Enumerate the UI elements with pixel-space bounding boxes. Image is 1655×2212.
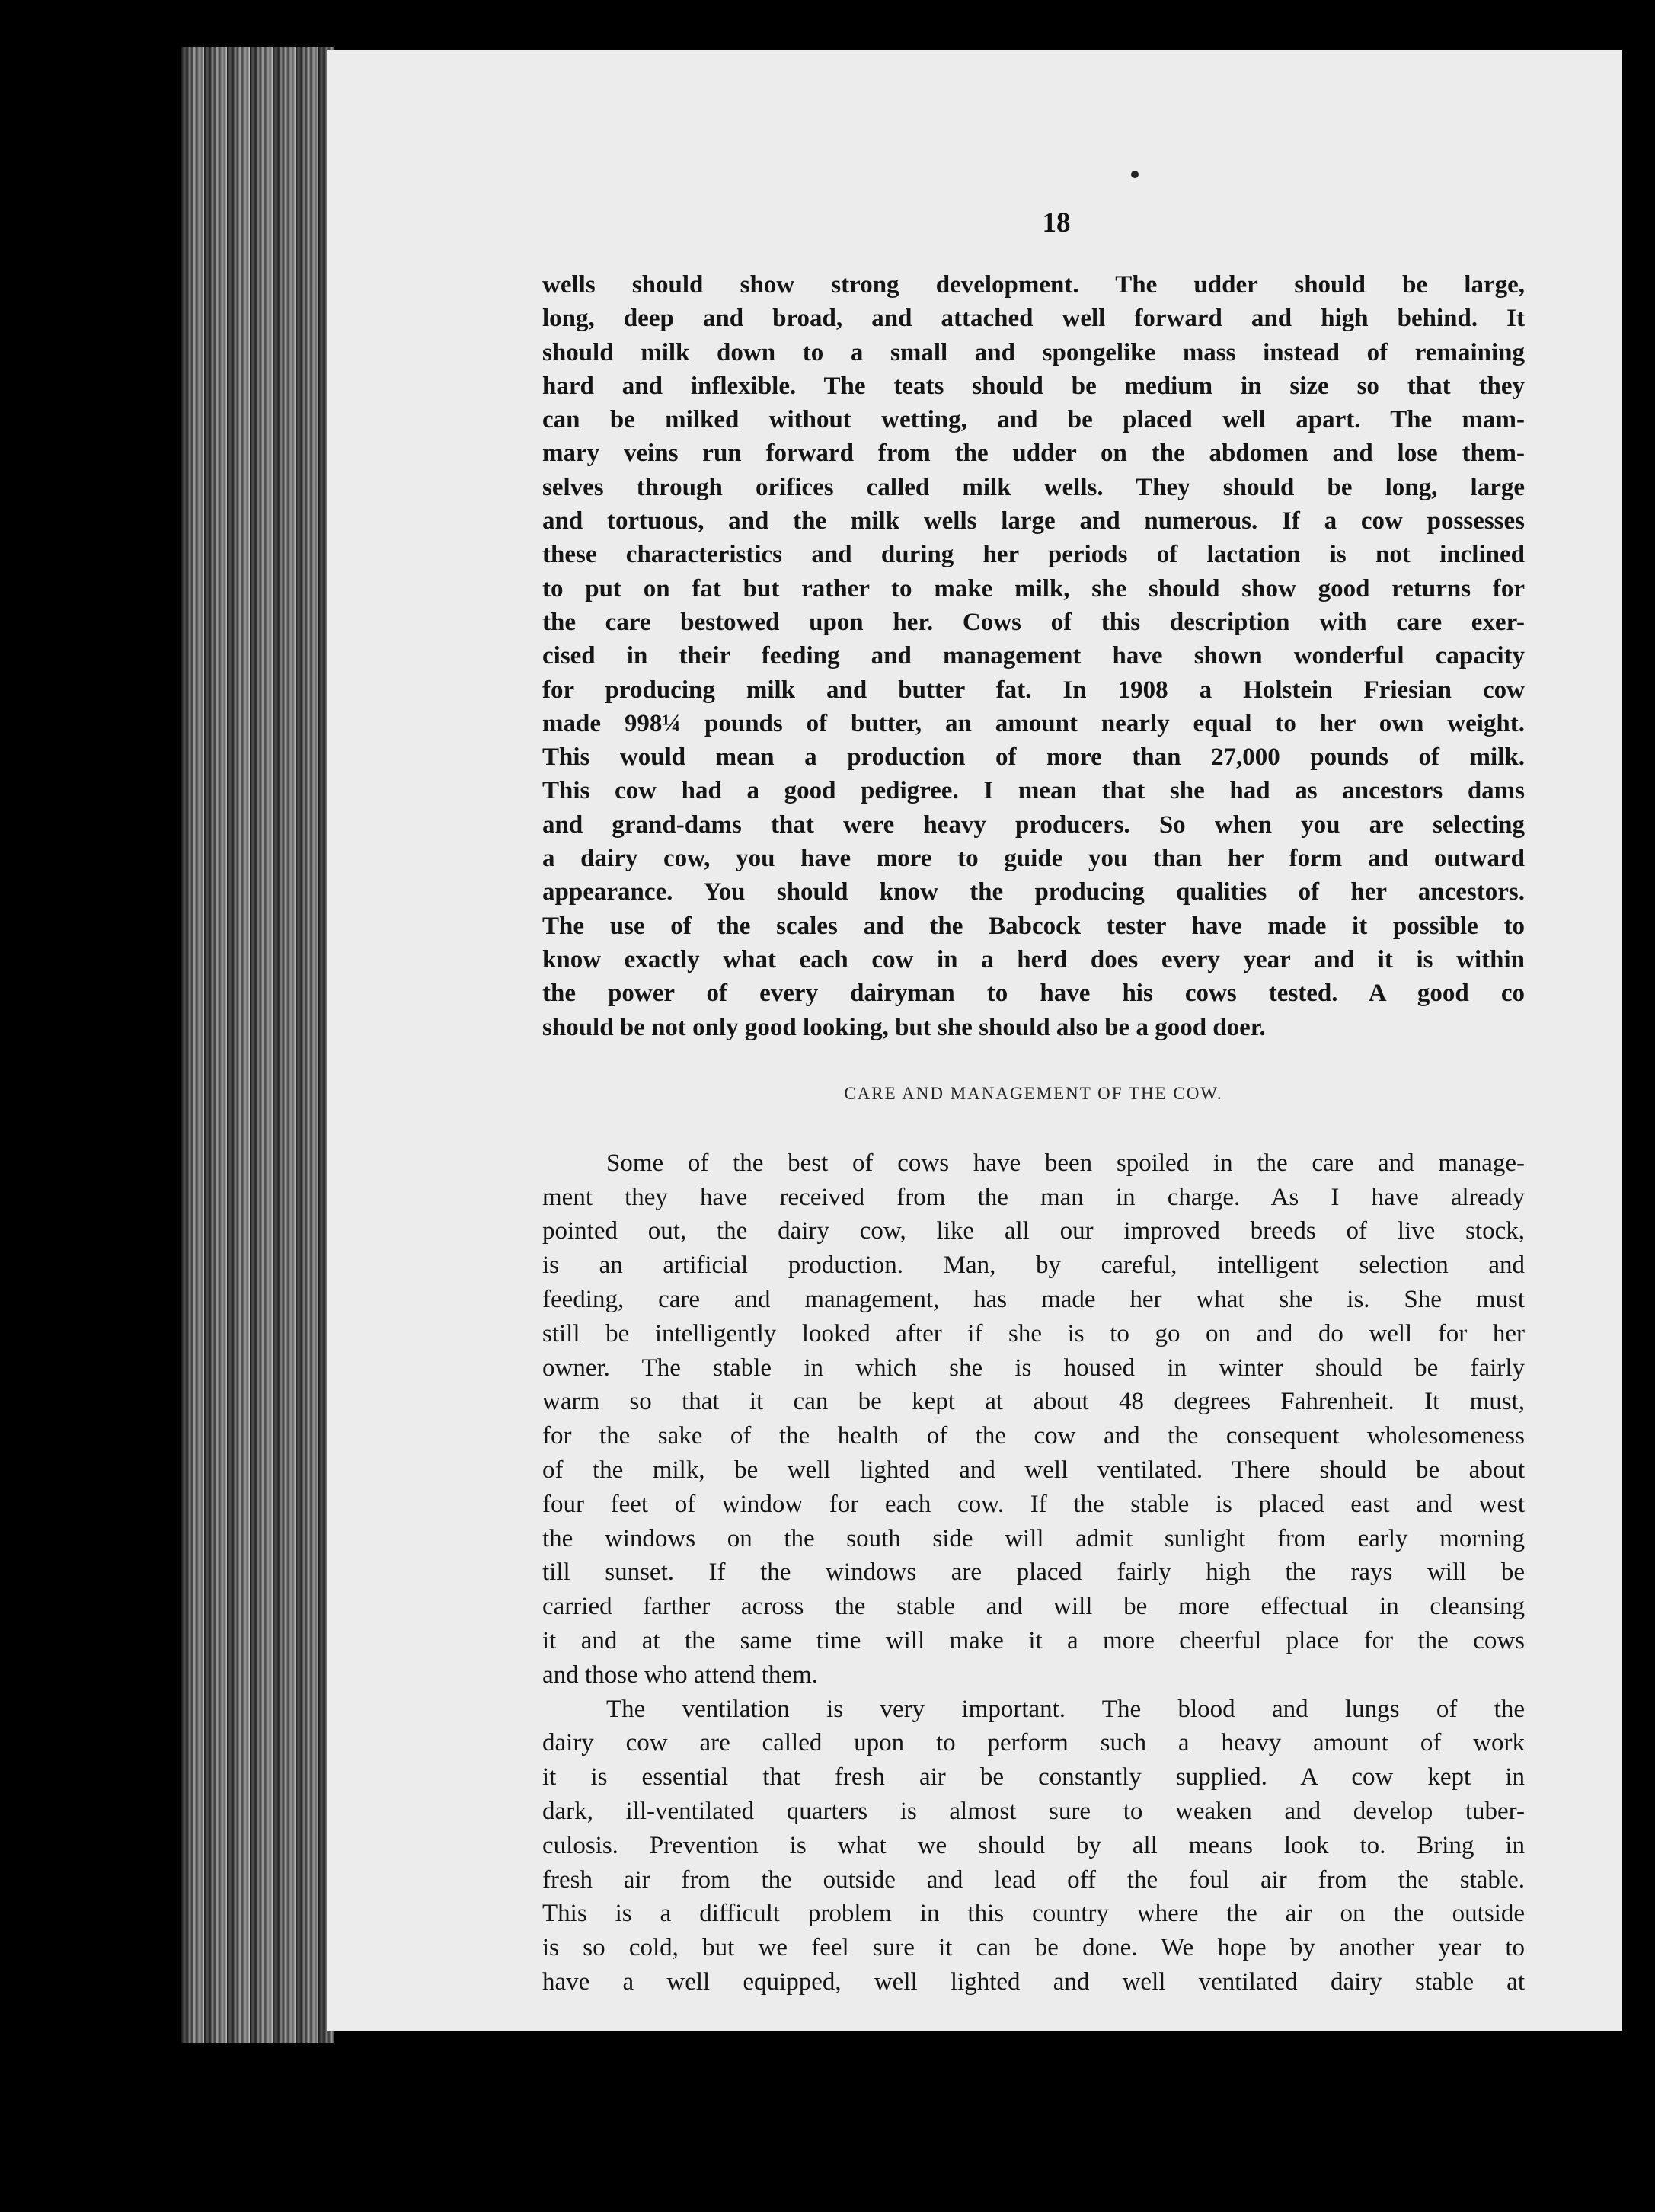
text-line: The ventilation is very important. The blood and lungs of the bbox=[606, 1695, 1525, 1723]
text-line: have a well equipped, well lighted and well ventilated dairy stable at bbox=[542, 1967, 1525, 1996]
text-line: owner. The stable in which she is housed in winter should be fairly bbox=[542, 1354, 1525, 1382]
text-line: long, deep and broad, and attached well forward and high behind. It bbox=[542, 305, 1525, 333]
text-line: a dairy cow, you have more to guide you than her form and outward bbox=[542, 845, 1525, 873]
page-content bbox=[542, 206, 1525, 1999]
paragraph-udder-description bbox=[542, 268, 1525, 1044]
text-line: pointed out, the dairy cow, like all our improved breeds of live stock, bbox=[542, 1217, 1525, 1245]
paragraph-care-management bbox=[542, 1146, 1525, 1693]
text-line: appearance. You should know the producing qualities of her ancestors. bbox=[542, 878, 1525, 906]
text-line: selves through orifices called milk wells. They should be long, large bbox=[542, 473, 1525, 501]
text-line: is so cold, but we feel sure it can be done. We hope by another year to bbox=[542, 1934, 1525, 1962]
text-line: fresh air from the outside and lead off the foul air from the stable. bbox=[542, 1865, 1525, 1894]
text-line: know exactly what each cow in a herd does every year and it is within bbox=[542, 945, 1525, 973]
text-line: the windows on the south side will admit sunlight from early morning bbox=[542, 1524, 1525, 1552]
text-line: four feet of window for each cow. If the stable is placed east and west bbox=[542, 1490, 1525, 1518]
text-line: for the sake of the health of the cow and the consequent wholesomeness bbox=[542, 1422, 1525, 1450]
text-line: the care bestowed upon her. Cows of this description with care exer- bbox=[542, 608, 1525, 636]
text-line: should be not only good looking, but she should also be a good doer. bbox=[542, 1013, 1266, 1041]
text-line: and grand-dams that were heavy producers. So when you are selecting bbox=[542, 810, 1525, 839]
text-line: of the milk, be well lighted and well ventilated. There should be about bbox=[542, 1456, 1525, 1484]
text-line: This is a difficult problem in this country where the air on the outside bbox=[542, 1900, 1525, 1928]
section-heading: CARE AND MANAGEMENT OF THE COW. bbox=[844, 1083, 1223, 1103]
text-line: Some of the best of cows have been spoiled in the care and manage- bbox=[606, 1149, 1525, 1177]
text-line: warm so that it can be kept at about 48 degrees Fahrenheit. It must, bbox=[542, 1388, 1525, 1416]
text-line: to put on fat but rather to make milk, she should show good returns for bbox=[542, 574, 1525, 603]
text-line: culosis. Prevention is what we should by all means look to. Bring in bbox=[542, 1831, 1525, 1859]
text-line: ment they have received from the man in charge. As I have already bbox=[542, 1183, 1525, 1211]
text-line: can be milked without wetting, and be placed well apart. The mam- bbox=[542, 406, 1525, 434]
text-line: feeding, care and management, has made her what she is. She must bbox=[542, 1286, 1525, 1314]
text-line: it and at the same time will make it a more cheerful place for the cows bbox=[542, 1626, 1525, 1654]
text-line: wells should show strong development. The udder should be large, bbox=[542, 271, 1525, 299]
text-line: should milk down to a small and spongelike mass instead of remaining bbox=[542, 338, 1525, 366]
page-number: 18 bbox=[1042, 207, 1071, 238]
text-line: The use of the scales and the Babcock tester have made it possible to bbox=[542, 912, 1525, 940]
paragraph-ventilation bbox=[542, 1693, 1525, 1999]
text-line: dark, ill-ventilated quarters is almost sure to weaken and develop tuber- bbox=[542, 1797, 1525, 1825]
text-line: and tortuous, and the milk wells large and numerous. If a cow possesses bbox=[542, 507, 1525, 535]
text-line: dairy cow are called upon to perform such a heavy amount of work bbox=[542, 1729, 1525, 1757]
book-binding-edge bbox=[181, 47, 334, 2043]
text-line: still be intelligently looked after if she is to go on and do well for her bbox=[542, 1319, 1525, 1347]
text-line: carried farther across the stable and will be more effectual in cleansing bbox=[542, 1593, 1525, 1621]
text-line: This cow had a good pedigree. I mean that she had as ancestors dams bbox=[542, 777, 1525, 805]
book-page bbox=[327, 50, 1622, 2031]
text-line: is an artificial production. Man, by careful, intelligent selection and bbox=[542, 1251, 1525, 1280]
text-line: hard and inflexible. The teats should be medium in size so that they bbox=[542, 372, 1525, 400]
text-line: and those who attend them. bbox=[542, 1661, 819, 1689]
text-line: these characteristics and during her periods of lactation is not inclined bbox=[542, 541, 1525, 569]
ink-speck bbox=[1131, 171, 1139, 178]
text-line: till sunset. If the windows are placed fairly high the rays will be bbox=[542, 1558, 1525, 1587]
text-line: cised in their feeding and management have shown wonderful capacity bbox=[542, 642, 1525, 670]
text-line: for producing milk and butter fat. In 1908 a Holstein Friesian cow bbox=[542, 676, 1525, 704]
text-line: mary veins run forward from the udder on the abdomen and lose them- bbox=[542, 440, 1525, 468]
text-line: This would mean a production of more than 27,000 pounds of milk. bbox=[542, 743, 1525, 772]
text-line: it is essential that fresh air be constantly supplied. A cow kept in bbox=[542, 1763, 1525, 1792]
text-line: the power of every dairyman to have his cows tested. A good co bbox=[542, 980, 1525, 1008]
text-line: made 998¼ pounds of butter, an amount nearly equal to her own weight. bbox=[542, 709, 1525, 737]
